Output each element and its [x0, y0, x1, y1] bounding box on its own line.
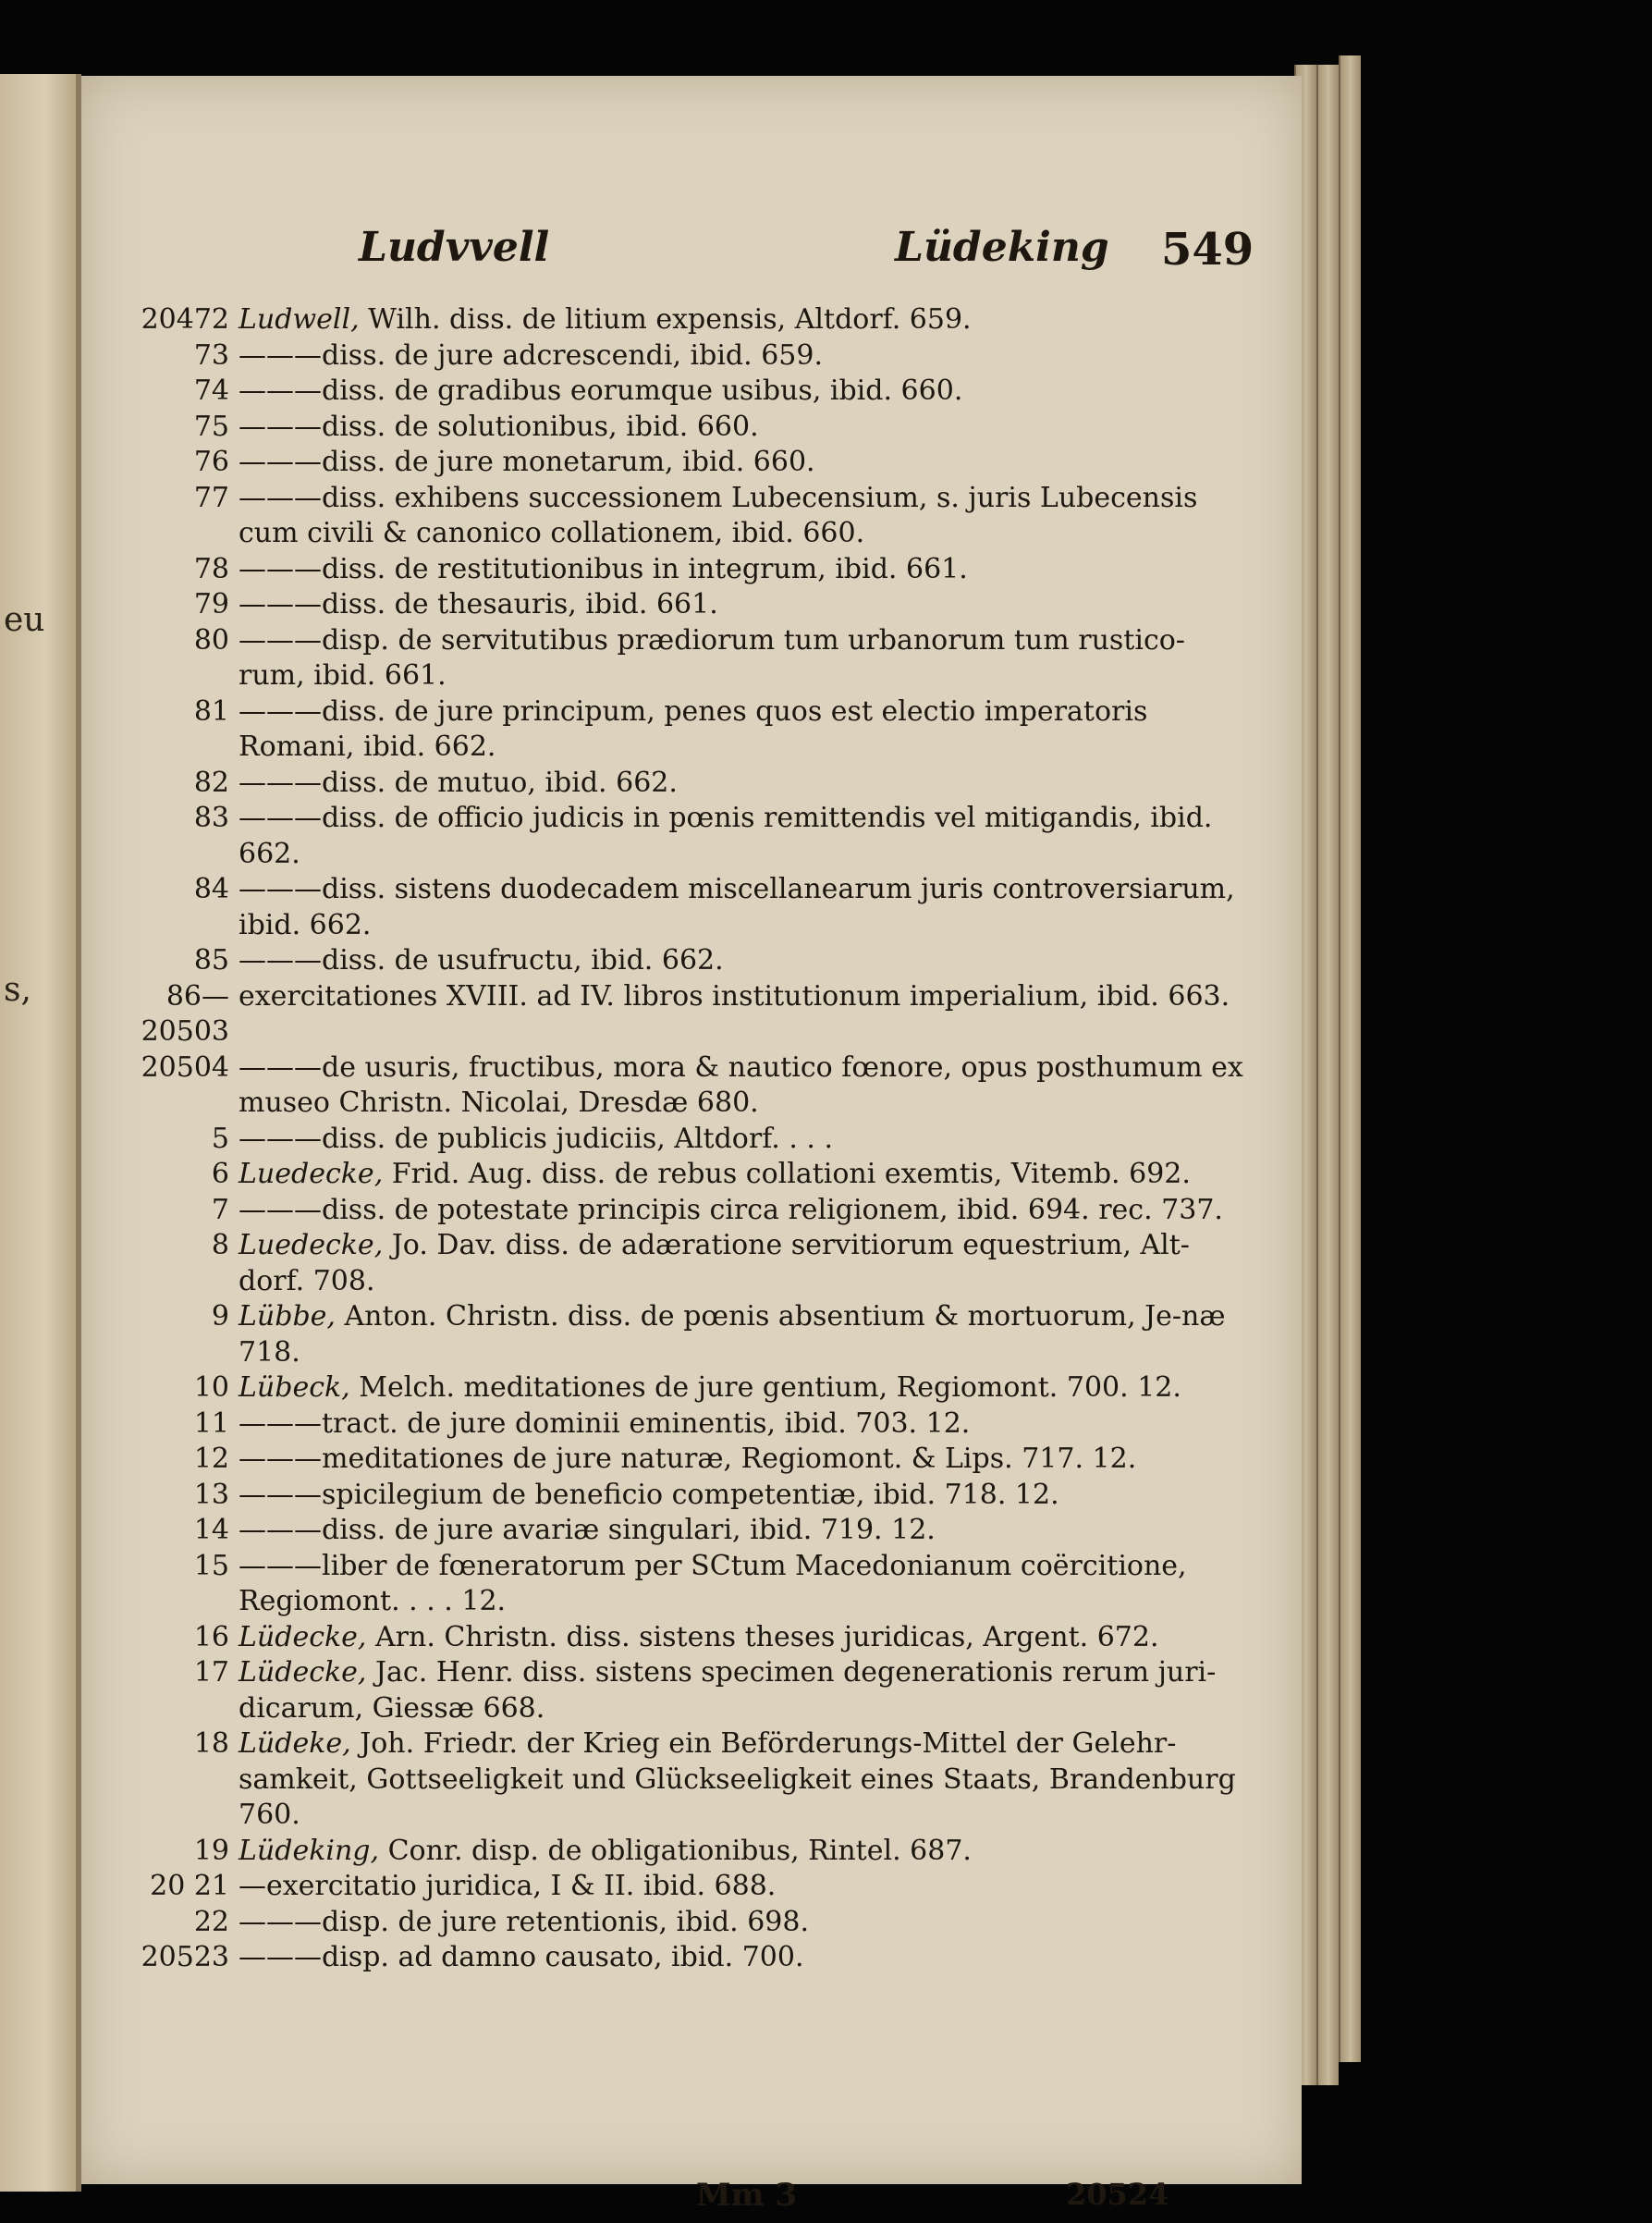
- entry-number: 20472: [141, 303, 229, 336]
- entry-number: 83: [193, 802, 229, 834]
- entry-text: [239, 1478, 1283, 1514]
- entry-number: 7: [211, 1193, 229, 1226]
- catchword: 20524: [1066, 2177, 1169, 2212]
- bibliography-entry: [81, 1834, 1302, 1870]
- entry-text: [239, 1726, 1283, 1834]
- entry-number: 5: [211, 1122, 229, 1155]
- bibliography-entry: [81, 445, 1302, 481]
- bibliography-entry: [81, 943, 1302, 979]
- entry-description: —exercitatio juridica, I & II. ibid. 688.: [239, 1870, 777, 1902]
- entry-number: 12: [193, 1443, 229, 1475]
- bibliography-entry: [81, 801, 1302, 872]
- bibliography-entry: [81, 694, 1302, 766]
- entry-text: [239, 1442, 1283, 1478]
- entry-number: 13: [193, 1478, 229, 1511]
- entry-number: 20523: [141, 1941, 229, 1973]
- entry-text: [239, 872, 1283, 943]
- entry-number: 86—20503: [141, 979, 229, 1048]
- entry-number: 82: [193, 766, 229, 799]
- bibliography-entry: [81, 1228, 1302, 1299]
- entry-number: 15: [193, 1549, 229, 1582]
- entry-number: 84: [193, 873, 229, 905]
- entry-number: 76: [193, 446, 229, 478]
- author-name: Lüdecke,: [239, 1656, 367, 1689]
- entry-text: [239, 374, 1283, 410]
- bibliography-entry: [81, 1940, 1302, 1976]
- entry-description: ———disp. de jure retentionis, ibid. 698.: [239, 1905, 810, 1938]
- entry-text: [239, 1869, 1283, 1905]
- entry-text: [239, 445, 1283, 481]
- previous-page-fragment: s,: [4, 971, 31, 1009]
- entry-text: [239, 766, 1283, 802]
- entry-number: 85: [193, 944, 229, 976]
- entry-description: ———spicilegium de beneficio competentiæ, ibid. 718. 12.: [239, 1478, 1059, 1511]
- bibliography-entry: [81, 302, 1302, 338]
- entry-description: ———diss. de restitutionibus in integrum, ibid. 661.: [239, 552, 968, 585]
- entry-text: [239, 481, 1283, 552]
- entry-text: [239, 1406, 1283, 1443]
- entry-description: Melch. meditationes de jure gentium, Regiomont. 700. 12.: [349, 1371, 1181, 1404]
- entry-number: 80: [193, 623, 229, 657]
- author-name: Lübbe,: [239, 1300, 336, 1333]
- entry-description: Frid. Aug. diss. de rebus collationi exemtis, Vitemb. 692.: [383, 1158, 1191, 1190]
- entry-description: Arn. Christn. diss. sistens theses juridicas, Argent. 672.: [366, 1620, 1159, 1653]
- bibliography-entry: [81, 481, 1302, 552]
- entry-text: [239, 1620, 1283, 1656]
- entry-number: 22: [193, 1905, 229, 1938]
- author-name: Lübeck,: [239, 1371, 350, 1404]
- page-edge: [1316, 65, 1339, 2085]
- entry-description: ———diss. de jure adcrescendi, ibid. 659.: [239, 338, 824, 372]
- bibliography-entry: [81, 1050, 1302, 1122]
- bibliography-entry: [81, 1905, 1302, 1941]
- bibliography-entry: [81, 552, 1302, 588]
- entry-text: [239, 1228, 1283, 1299]
- entry-number: 9: [211, 1300, 229, 1333]
- entry-number: 78: [193, 552, 229, 585]
- entry-text: [239, 1157, 1283, 1193]
- entry-description: ———disp. de servitutibus prædiorum tum urbanorum tum rustico-rum, ibid. 661.: [239, 623, 1185, 692]
- bibliography-list: [81, 302, 1302, 1976]
- entry-text: [239, 587, 1283, 623]
- entry-text: [239, 694, 1283, 766]
- book-page: [81, 76, 1302, 2214]
- bibliography-entry: [81, 1549, 1302, 1620]
- signature-mark: Mm 3: [696, 2177, 798, 2214]
- entry-description: ———diss. de publicis judiciis, Altdorf. . . .: [239, 1122, 833, 1155]
- entry-description: ———diss. de officio judicis in pœnis remittendis vel mitigandis, ibid. 662.: [239, 802, 1213, 870]
- page-edge: [1339, 55, 1361, 2062]
- author-name: Luedecke,: [239, 1229, 384, 1261]
- bibliography-entry: [81, 1442, 1302, 1478]
- entry-number: 10: [193, 1371, 229, 1404]
- entry-description: ———diss. de jure monetarum, ibid. 660.: [239, 446, 815, 478]
- entry-text: [239, 1940, 1283, 1976]
- entry-number: 17: [193, 1656, 229, 1689]
- header-left-name: Ludvvell: [359, 224, 550, 271]
- entry-number: 18: [193, 1727, 229, 1760]
- entry-number: 6: [211, 1158, 229, 1190]
- entry-text: [239, 1905, 1283, 1941]
- entry-text: [239, 410, 1283, 446]
- entry-number: 19: [193, 1834, 229, 1867]
- author-name: Lüdecke,: [239, 1620, 367, 1653]
- entry-description: ———diss. de thesauris, ibid. 661.: [239, 588, 718, 620]
- entry-text: [239, 1655, 1283, 1726]
- entry-description: Conr. disp. de obligationibus, Rintel. 687.: [379, 1834, 972, 1867]
- entry-description: Joh. Friedr. der Krieg ein Beförderungs-Mittel der Gelehr-samkeit, Gottseeligkeit und Glückseeligkeit eines Staats, Brandenburg 760.: [239, 1727, 1236, 1831]
- bibliography-entry: [81, 1869, 1302, 1905]
- entry-number: 79: [193, 588, 229, 620]
- entry-number: 75: [193, 410, 229, 443]
- bibliography-entry: [81, 1620, 1302, 1656]
- bibliography-entry: [81, 1157, 1302, 1193]
- bibliography-entry: [81, 979, 1302, 1050]
- entry-description: ———de usuris, fructibus, mora & nautico fœnore, opus posthumum ex museo Christn. Nicolai, Dresdæ 680.: [239, 1050, 1243, 1119]
- author-name: Lüdeke,: [239, 1727, 351, 1760]
- entry-number: 14: [193, 1514, 229, 1546]
- entry-description: ———meditationes de jure naturæ, Regiomont. & Lips. 717. 12.: [239, 1443, 1137, 1475]
- bibliography-entry: [81, 338, 1302, 375]
- bibliography-entry: [81, 1193, 1302, 1229]
- bibliography-entry: [81, 1122, 1302, 1158]
- entry-description: ———diss. de jure principum, penes quos est electio imperatoris Romani, ibid. 662.: [239, 694, 1148, 763]
- bibliography-entry: [81, 1299, 1302, 1370]
- entry-text: [239, 1370, 1283, 1406]
- entry-description: Wilh. diss. de litium expensis, Altdorf. 659.: [359, 303, 972, 336]
- entry-number: 16: [193, 1620, 229, 1653]
- entry-number: 73: [193, 338, 229, 372]
- bibliography-entry: [81, 1370, 1302, 1406]
- bibliography-entry: [81, 1513, 1302, 1549]
- bibliography-entry: [81, 1655, 1302, 1726]
- entry-description: ———diss. exhibens successionem Lubecensium, s. juris Lubecensis cum civili & canonico collationem, ibid. 660.: [239, 481, 1198, 549]
- previous-page-edge: [0, 74, 81, 2192]
- entry-text: [239, 302, 1283, 338]
- entry-number: 11: [193, 1406, 229, 1440]
- entry-description: ———disp. ad damno causato, ibid. 700.: [239, 1941, 804, 1973]
- entry-number: 81: [193, 694, 229, 728]
- entry-text: [239, 623, 1283, 694]
- entry-description: ———diss. de jure avariæ singulari, ibid. 719. 12.: [239, 1514, 936, 1546]
- entry-text: [239, 979, 1283, 1050]
- entry-description: ———diss. de usufructu, ibid. 662.: [239, 944, 724, 976]
- entry-number: 77: [193, 481, 229, 514]
- header-center-name: Lüdeking: [895, 224, 1109, 271]
- page-number: 549: [1161, 224, 1254, 276]
- page-footer: [81, 2177, 1302, 2223]
- entry-description: ———tract. de jure dominii eminentis, ibid. 703. 12.: [239, 1406, 971, 1440]
- entry-text: [239, 801, 1283, 872]
- running-header: [81, 224, 1302, 289]
- entry-description: ———diss. sistens duodecadem miscellanearum juris controversiarum, ibid. 662.: [239, 873, 1235, 941]
- entry-text: [239, 943, 1283, 979]
- bibliography-entry: [81, 1406, 1302, 1443]
- bibliography-entry: [81, 374, 1302, 410]
- bibliography-entry: [81, 766, 1302, 802]
- entry-number: 20 21: [150, 1870, 229, 1902]
- entry-text: [239, 1834, 1283, 1870]
- author-name: Lüdeking,: [239, 1834, 380, 1867]
- author-name: Luedecke,: [239, 1158, 384, 1190]
- entry-number: 8: [211, 1229, 229, 1261]
- bibliography-entry: [81, 1478, 1302, 1514]
- entry-text: [239, 1122, 1283, 1158]
- bibliography-entry: [81, 410, 1302, 446]
- entry-description: ———diss. de potestate principis circa religionem, ibid. 694. rec. 737.: [239, 1193, 1223, 1226]
- bibliography-entry: [81, 1726, 1302, 1834]
- entry-description: Anton. Christn. diss. de pœnis absentium & mortuorum, Je-næ 718.: [239, 1300, 1226, 1369]
- entry-text: [239, 1513, 1283, 1549]
- entry-number: 74: [193, 375, 229, 407]
- entry-text: [239, 1549, 1283, 1620]
- entry-description: ———diss. de gradibus eorumque usibus, ibid. 660.: [239, 375, 963, 407]
- previous-page-fragment: eu: [4, 601, 45, 639]
- entry-number: 20504: [141, 1050, 229, 1084]
- entry-description: exercitationes XVIII. ad IV. libros institutionum imperialium, ibid. 663.: [239, 979, 1230, 1013]
- entry-text: [239, 1193, 1283, 1229]
- bibliography-entry: [81, 872, 1302, 943]
- entry-text: [239, 338, 1283, 375]
- entry-description: Jac. Henr. diss. sistens specimen degenerationis rerum juri-dicarum, Giessæ 668.: [239, 1656, 1217, 1725]
- entry-description: ———liber de fœneratorum per SCtum Macedonianum coërcitione, Regiomont. . . . 12.: [239, 1549, 1187, 1617]
- entry-description: Jo. Dav. diss. de adæratione servitiorum equestrium, Alt-dorf. 708.: [239, 1229, 1190, 1297]
- entry-text: [239, 552, 1283, 588]
- entry-text: [239, 1050, 1283, 1122]
- author-name: Ludwell,: [239, 303, 360, 336]
- bibliography-entry: [81, 623, 1302, 694]
- entry-text: [239, 1299, 1283, 1370]
- entry-description: ———diss. de mutuo, ibid. 662.: [239, 766, 678, 799]
- entry-description: ———diss. de solutionibus, ibid. 660.: [239, 410, 759, 443]
- bibliography-entry: [81, 587, 1302, 623]
